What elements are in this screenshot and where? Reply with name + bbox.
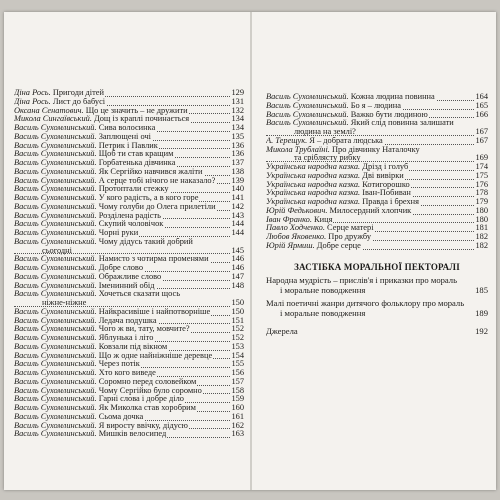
entry-title: Розділена радість xyxy=(98,211,161,220)
entry-page-number: 182 xyxy=(475,233,488,241)
toc-entry xyxy=(266,137,488,146)
section-title: ЗАСТІБКА МОРАЛЬНОЇ ПЕКТОРАЛІ xyxy=(294,262,460,272)
entry-title-continuation: сьогодні xyxy=(42,245,72,255)
entry-page-number: 174 xyxy=(475,163,488,171)
entry-text xyxy=(266,189,412,197)
entry-text xyxy=(14,343,168,351)
entry-author: Василь Сухомлинський. xyxy=(14,159,97,167)
leader-dots xyxy=(266,135,488,136)
entry-page-number: 164 xyxy=(475,93,488,101)
section-entry-page-number: 185 xyxy=(475,285,488,295)
entry-author: Василь Сухомлинський. xyxy=(14,386,97,395)
entry-text xyxy=(14,387,203,395)
entry-author: Василь Сухомлинський. xyxy=(14,307,97,316)
toc-entry xyxy=(14,238,244,256)
entry-page-number: 142 xyxy=(231,202,244,211)
entry-text xyxy=(14,413,144,421)
entry-page-number: 161 xyxy=(231,412,244,421)
entry-author: Василь Сухомлинський. xyxy=(14,237,97,246)
entry-title: Ображливе слово xyxy=(98,272,162,281)
entry-author: Василь Сухомлинський. xyxy=(14,325,97,334)
section-entry-line1: Джерела xyxy=(266,326,298,336)
entry-title: Важко бути людиною xyxy=(350,110,428,119)
entry-author: Василь Сухомлинський. xyxy=(14,412,97,421)
entry-title: Сива волосинка xyxy=(98,124,156,132)
entry-text xyxy=(14,177,216,185)
entry-page-number: 178 xyxy=(475,189,488,198)
leader-dots xyxy=(14,306,244,307)
entry-text xyxy=(14,282,156,290)
entry-title: Як Миколка став хоробрим xyxy=(98,404,196,412)
entry-author: Василь Сухомлинський. xyxy=(14,316,97,325)
entry-author: Василь Сухомлинський. xyxy=(14,220,97,229)
toc-entry xyxy=(266,111,488,120)
entry-page-number: 143 xyxy=(231,211,244,220)
entry-page-number: 144 xyxy=(231,229,244,237)
entry-author: Українська народна казка. xyxy=(266,189,361,198)
entry-author: Василь Сухомлинський. xyxy=(14,395,97,404)
entry-title: Що ж одне найніжніше деревце xyxy=(98,351,213,360)
entry-page-number: 166 xyxy=(475,110,488,119)
entry-page-number: 167 xyxy=(475,127,488,136)
entry-author: Українська народна казка. xyxy=(266,163,361,171)
entry-author: Василь Сухомлинський. xyxy=(14,264,97,272)
toc-entry xyxy=(14,395,244,404)
entry-page-number: 146 xyxy=(231,264,244,272)
entry-title: Мишків велосипед xyxy=(98,430,167,439)
entry-page-number: 179 xyxy=(475,198,488,206)
toc-entry xyxy=(14,282,244,291)
toc-entry xyxy=(14,325,244,334)
entry-author: Василь Сухомлинський. xyxy=(14,377,97,386)
entry-page-number: 134 xyxy=(231,124,244,132)
entry-page-number: 180 xyxy=(475,215,488,224)
toc-entry xyxy=(14,430,244,439)
entry-page-number: 151 xyxy=(231,316,244,325)
entry-title: Намисто з чотирма променями xyxy=(98,255,209,264)
entry-page-number: 138 xyxy=(231,167,244,176)
entry-title: Скупий чоловічок xyxy=(98,220,164,229)
entry-page-number: 159 xyxy=(231,395,244,404)
toc-entry xyxy=(14,264,244,273)
entry-author: Микола Сингаївський. xyxy=(14,115,92,124)
entry-text xyxy=(266,207,412,215)
entry-text xyxy=(266,93,436,101)
toc-entry xyxy=(14,133,244,142)
entry-title: Серце матері xyxy=(327,224,374,233)
entry-text xyxy=(14,229,139,237)
entry-author: Василь Сухомлинський. xyxy=(14,124,97,132)
toc-entry xyxy=(14,89,244,98)
toc-entry xyxy=(14,177,244,186)
entry-text xyxy=(266,119,455,127)
entry-text xyxy=(14,422,189,430)
entry-page-number: 146 xyxy=(231,255,244,264)
entry-text xyxy=(266,216,333,224)
toc-entry xyxy=(14,378,244,387)
entry-author: Василь Сухомлинський. xyxy=(14,430,97,439)
toc-entry xyxy=(14,369,244,378)
toc-entry xyxy=(14,229,244,238)
toc-entry xyxy=(14,317,244,326)
entry-page-number: 150 xyxy=(231,298,244,307)
entry-title: Заплющені очі xyxy=(98,132,151,141)
entry-title: Горбатенька дівчинка xyxy=(98,159,176,167)
entry-page-number: 148 xyxy=(231,281,244,290)
entry-title: Чорні руки xyxy=(98,229,139,237)
entry-text xyxy=(14,395,185,403)
entry-text xyxy=(14,334,154,342)
entry-page-number: 163 xyxy=(231,430,244,439)
entry-text xyxy=(14,352,213,360)
entry-page-number: 132 xyxy=(231,106,244,115)
toc-entry xyxy=(14,168,244,177)
entry-title: Котигорошко xyxy=(362,180,410,189)
section-entry xyxy=(266,298,488,318)
entry-text xyxy=(14,142,159,150)
entry-text xyxy=(266,137,384,145)
toc-entry xyxy=(266,93,488,102)
entry-author: Павло Ходченко. xyxy=(266,224,325,233)
toc-entry xyxy=(14,352,244,361)
entry-page-number: 147 xyxy=(231,272,244,281)
entry-text xyxy=(266,233,372,241)
toc-entry xyxy=(266,102,488,111)
section-entry xyxy=(266,326,488,336)
entry-author: Діна Рось. xyxy=(14,97,51,106)
entry-text xyxy=(14,290,181,298)
entry-title: Дощ із краплі починається xyxy=(94,115,190,124)
entry-title: Пригоди дітей xyxy=(52,89,104,97)
toc-entry xyxy=(266,146,488,164)
entry-text xyxy=(14,115,190,123)
entry-title: Чого ж ви, тату, мовчите? xyxy=(98,325,190,334)
section-block xyxy=(266,250,488,336)
toc-entry xyxy=(14,185,244,194)
toc-entry xyxy=(14,290,244,308)
toc-entry xyxy=(266,172,488,181)
entry-page-number: 139 xyxy=(231,176,244,185)
entry-text xyxy=(14,98,106,106)
entry-title: Іменинний обід xyxy=(98,281,155,290)
section-entries xyxy=(266,275,488,336)
entry-text xyxy=(266,198,420,206)
entry-author: Василь Сухомлинський. xyxy=(14,281,97,290)
entry-title: Чому Сергійко було соромно xyxy=(98,386,202,395)
toc-entry xyxy=(266,207,488,216)
toc-entry xyxy=(14,422,244,431)
toc-entry xyxy=(14,98,244,107)
entry-author: Українська народна казка. xyxy=(266,180,361,189)
entry-text xyxy=(14,159,176,167)
entry-title: Я виросту ввічку, дідусю xyxy=(98,421,188,430)
entry-author: Юрій Федькович. xyxy=(266,206,328,215)
section-entry-line1: Малі поетичні жанри дитячого фольклору про мораль xyxy=(266,298,465,308)
entry-text xyxy=(14,255,210,263)
entry-author: Василь Сухомлинський. xyxy=(266,101,349,110)
entry-title: Як Сергійко навчився жаліти xyxy=(98,167,203,176)
entry-title: Сьома дочка xyxy=(98,412,144,421)
entry-author: Василь Сухомлинський. xyxy=(14,167,97,176)
entry-title: Добре слово xyxy=(98,264,144,272)
toc-entry xyxy=(14,255,244,264)
entry-text xyxy=(14,325,191,333)
entry-page-number: 180 xyxy=(475,206,488,215)
entry-page-number: 162 xyxy=(231,421,244,430)
entry-text xyxy=(14,133,152,141)
entry-text xyxy=(266,172,405,180)
entry-text xyxy=(14,185,170,193)
left-page xyxy=(4,12,250,490)
entry-page-number: 158 xyxy=(231,386,244,395)
entry-text xyxy=(14,203,217,211)
entry-author: Василь Сухомлинський. xyxy=(14,150,97,159)
entry-author: Василь Сухомлинський. xyxy=(14,211,97,220)
entry-text xyxy=(14,107,189,115)
entry-title-continuation: та сріблясту рибку xyxy=(294,153,361,163)
entry-title: Правда і брехня xyxy=(362,198,420,206)
entry-page-number: 157 xyxy=(231,377,244,386)
toc-entry xyxy=(14,159,244,168)
entry-page-number: 154 xyxy=(231,351,244,360)
entry-page-number: 156 xyxy=(231,369,244,377)
toc-entry xyxy=(14,273,244,282)
toc-entry xyxy=(14,124,244,133)
entry-title: Гарні слова і добре діло xyxy=(98,395,184,404)
entry-text xyxy=(14,378,197,386)
right-page xyxy=(252,12,496,490)
entry-text xyxy=(14,150,174,158)
entry-page-number: 153 xyxy=(231,342,244,351)
entry-page-number: 175 xyxy=(475,171,488,180)
entry-author: Василь Сухомлинський. xyxy=(14,272,97,281)
entry-title: Чому дідусь такий добрий xyxy=(98,237,193,246)
toc-entry xyxy=(266,198,488,207)
entry-title: Добре серце xyxy=(316,241,361,250)
entry-text xyxy=(14,168,204,176)
entry-text xyxy=(14,194,199,202)
entry-page-number: 150 xyxy=(231,307,244,316)
section-entry xyxy=(266,275,488,295)
entry-author: Василь Сухомлинський. xyxy=(14,360,97,369)
toc-entry xyxy=(266,189,488,198)
entry-text xyxy=(14,308,211,316)
entry-page-number: 176 xyxy=(475,180,488,189)
entry-title: Ледача подушка xyxy=(98,316,157,325)
entry-title: Іван-Побиван xyxy=(362,189,411,198)
toc-entry xyxy=(266,181,488,190)
toc-entry xyxy=(14,150,244,159)
toc-entry xyxy=(14,387,244,396)
entry-text xyxy=(14,369,157,377)
entry-page-number: 155 xyxy=(231,360,244,369)
toc-entry xyxy=(14,203,244,212)
entry-page-number: 135 xyxy=(231,132,244,141)
entry-author: Василь Сухомлинський. xyxy=(266,119,349,128)
entry-author: Українська народна казка. xyxy=(266,171,361,180)
entry-author: Василь Сухомлинський. xyxy=(266,110,349,119)
toc-entry xyxy=(14,360,244,369)
entry-author: Василь Сухомлинський. xyxy=(14,255,97,264)
entry-author: Василь Сухомлинський. xyxy=(14,342,97,351)
entry-title: Хочеться сказати щось xyxy=(98,290,181,299)
entry-text xyxy=(266,163,409,171)
toc-entry xyxy=(14,343,244,352)
entry-author: Діна Рось. xyxy=(14,89,51,97)
leader-dots xyxy=(14,253,244,254)
section-entry-page-number: 192 xyxy=(475,326,488,336)
entry-page-number: 160 xyxy=(231,404,244,412)
entry-title: Дві вивірки xyxy=(362,171,404,180)
toc-entry xyxy=(14,107,244,116)
entry-page-number: 144 xyxy=(231,220,244,229)
entry-page-number: 136 xyxy=(231,150,244,159)
entry-text xyxy=(266,102,402,110)
section-entry-line2: і моральне поводження xyxy=(280,285,366,295)
entry-text xyxy=(14,317,158,325)
entry-text xyxy=(14,273,162,281)
entry-author: Василь Сухомлинський. xyxy=(14,421,97,430)
section-entry-line2: і моральне поводження xyxy=(280,308,366,318)
entry-title: Киця xyxy=(314,215,333,224)
entry-author: Василь Сухомлинський. xyxy=(14,290,97,299)
left-table-of-contents xyxy=(14,89,244,439)
entry-title: Я – добрата людська xyxy=(309,136,383,145)
toc-entry xyxy=(14,413,244,422)
entry-text xyxy=(14,238,194,246)
section-entry-page-number: 189 xyxy=(475,308,488,318)
entry-page-number: 141 xyxy=(231,194,244,202)
entry-author: Українська народна казка. xyxy=(266,198,361,206)
toc-entry xyxy=(14,194,244,203)
entry-author: Микола Трублаїні. xyxy=(266,145,330,154)
toc-entry xyxy=(266,233,488,242)
book-spread xyxy=(4,12,496,490)
toc-entry xyxy=(266,224,488,233)
entry-author: Василь Сухомлинський. xyxy=(14,194,97,202)
entry-author: Василь Сухомлинський. xyxy=(14,369,97,377)
entry-author: А. Терещук. xyxy=(266,136,308,145)
entry-text xyxy=(14,124,156,132)
entry-title: А серце тобі нічого не наказало? xyxy=(98,176,216,185)
toc-entry xyxy=(14,220,244,229)
entry-text xyxy=(266,146,421,154)
entry-text xyxy=(266,111,429,119)
entry-title: Протоптали стежку xyxy=(98,185,169,194)
entry-page-number: 167 xyxy=(475,136,488,145)
entry-author: Іван Франко. xyxy=(266,215,312,224)
entry-title: Петрик і Павлик xyxy=(98,141,158,150)
entry-text xyxy=(14,220,164,228)
entry-page-number: 165 xyxy=(475,101,488,110)
entry-text xyxy=(14,89,105,97)
entry-page-number: 181 xyxy=(475,224,488,233)
entry-title: Кожна людина повинна xyxy=(350,93,435,101)
entry-author: Василь Сухомлинський. xyxy=(14,202,97,211)
leader-dots xyxy=(266,161,488,162)
entry-author: Василь Сухомлинський. xyxy=(14,334,97,342)
entry-title-continuation: ніжне-ніжне xyxy=(42,298,87,307)
entry-author: Василь Сухомлинський. xyxy=(14,351,97,360)
entry-title: Найкрасивіше і найпотворніше xyxy=(98,307,211,316)
entry-author: Василь Сухомлинський. xyxy=(14,185,97,194)
entry-page-number: 136 xyxy=(231,141,244,150)
entry-page-number: 131 xyxy=(231,97,244,106)
entry-title: Милосердний хлопчик xyxy=(329,206,412,215)
entry-author: Василь Сухомлинський. xyxy=(266,93,349,101)
entry-text xyxy=(266,242,362,250)
entry-title: Ковзали під вікном xyxy=(98,342,168,351)
section-entry-line1: Народна мудрість – прислів'я і приказки про мораль xyxy=(266,275,458,285)
entry-author: Василь Сухомлинський. xyxy=(14,132,97,141)
toc-entry xyxy=(266,163,488,172)
toc-entry xyxy=(14,404,244,413)
toc-entry xyxy=(14,142,244,151)
entry-text xyxy=(266,181,411,189)
toc-entry xyxy=(14,334,244,343)
toc-entry xyxy=(266,216,488,225)
entry-title: Що це значить – не дружити xyxy=(85,106,188,115)
entry-text xyxy=(14,212,162,220)
toc-entry xyxy=(14,115,244,124)
entry-text xyxy=(14,430,167,438)
entry-author: Юрій Ярмиш. xyxy=(266,241,315,250)
entry-text xyxy=(14,264,144,272)
entry-title: Соромно перед соловейком xyxy=(98,377,197,386)
entry-author: Любов Яковенко. xyxy=(266,233,327,241)
entry-title: Чому голуби до Олега прилетіли xyxy=(98,202,216,211)
entry-title: Через потік xyxy=(98,360,140,369)
entry-author: Василь Сухомлинський. xyxy=(14,141,97,150)
entry-page-number: 152 xyxy=(231,325,244,334)
entry-text xyxy=(266,224,375,232)
entry-title: Яблунька і літо xyxy=(98,334,154,342)
toc-entry xyxy=(14,212,244,221)
entry-title-continuation: людина на землі? xyxy=(294,127,356,136)
entry-page-number: 145 xyxy=(231,245,244,255)
entry-author: Оксана Сенатович. xyxy=(14,106,84,115)
entry-author: Василь Сухомлинський. xyxy=(14,176,97,185)
entry-title: Лист до бабусі xyxy=(52,97,106,106)
entry-title: Дрізд і голуб xyxy=(362,163,409,171)
toc-entry xyxy=(14,308,244,317)
entry-title: Щоб ти став кращим xyxy=(98,150,174,159)
entry-title: Який слід повинна залишати xyxy=(350,119,454,128)
right-table-of-contents xyxy=(266,93,488,251)
entry-page-number: 152 xyxy=(231,334,244,342)
entry-title: Про дівчинку Наталочку xyxy=(331,145,420,154)
entry-page-number: 169 xyxy=(475,153,488,163)
entry-page-number: 140 xyxy=(231,185,244,194)
entry-page-number: 137 xyxy=(231,159,244,167)
entry-title: Про дружбу xyxy=(328,233,372,241)
entry-page-number: 182 xyxy=(475,241,488,250)
entry-title: У кого радість, а в кого горе xyxy=(98,194,199,202)
entry-page-number: 134 xyxy=(231,115,244,124)
entry-page-number: 129 xyxy=(231,89,244,97)
entry-text xyxy=(14,360,141,368)
entry-title: Бо я – людина xyxy=(350,101,401,110)
toc-entry xyxy=(266,119,488,137)
entry-text xyxy=(14,404,197,412)
entry-author: Василь Сухомлинський. xyxy=(14,229,97,237)
entry-author: Василь Сухомлинський. xyxy=(14,404,97,412)
entry-title: Хто кого виведе xyxy=(98,369,156,377)
